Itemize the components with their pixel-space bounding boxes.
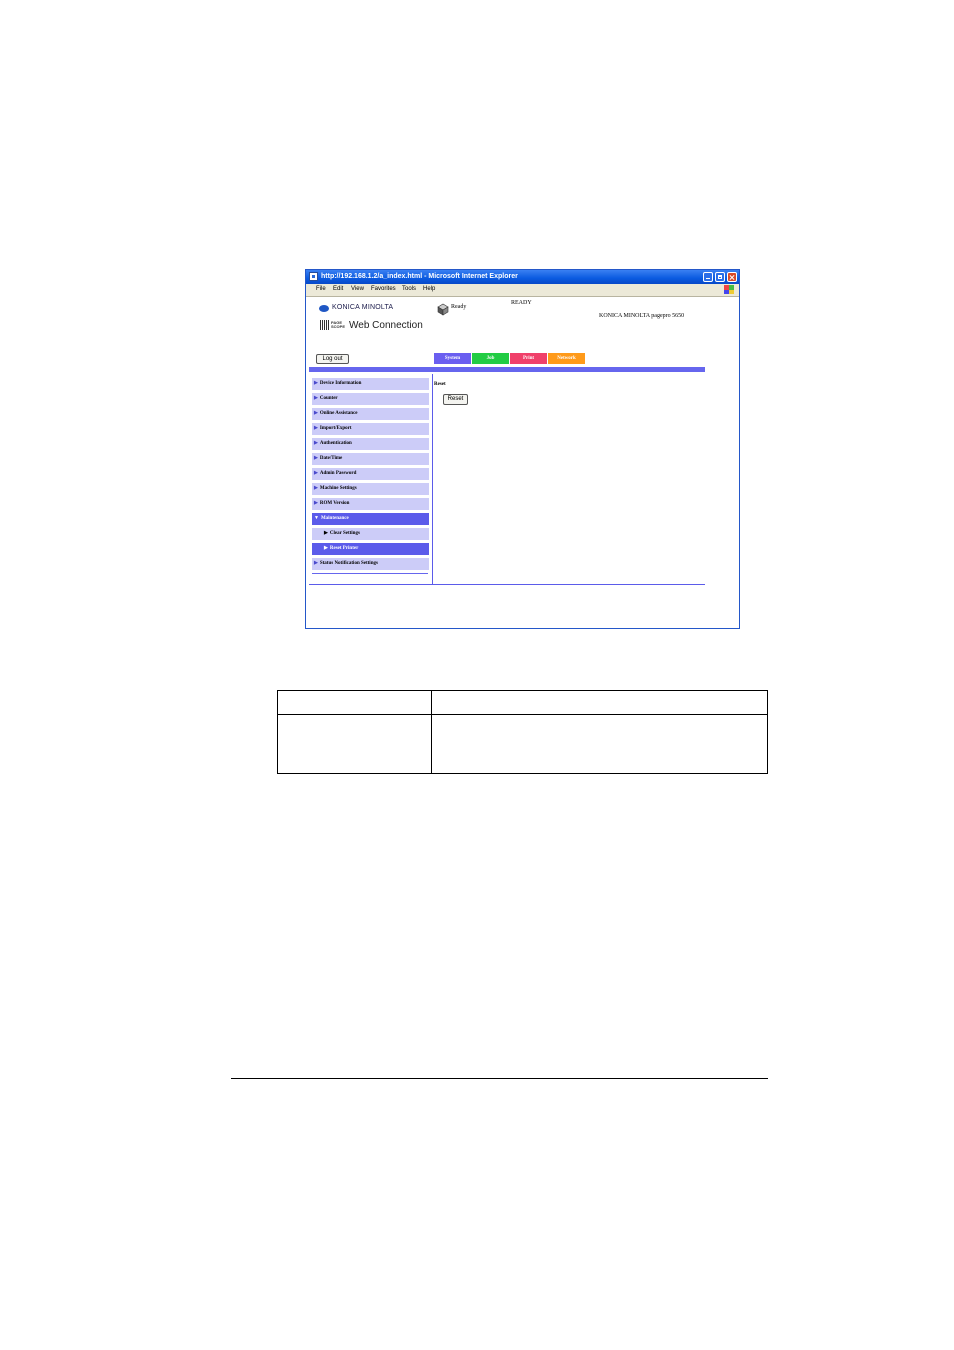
tab-network[interactable]: Network <box>548 353 585 364</box>
table-column-divider <box>431 691 432 773</box>
arrow-right-icon: ▶ <box>314 561 318 566</box>
arrow-right-icon: ▶ <box>314 396 318 401</box>
menu-edit[interactable]: Edit <box>333 286 344 292</box>
sidebar-item-label: Reset Printer <box>329 546 359 551</box>
arrow-right-icon: ▶ <box>324 546 328 551</box>
windows-flag-icon <box>724 285 734 294</box>
arrow-right-icon: ▶ <box>314 501 318 506</box>
sidebar-item-authentication[interactable] <box>312 438 429 450</box>
sidebar-item-label: Machine Settings <box>319 486 357 491</box>
close-icon[interactable] <box>727 272 737 282</box>
arrow-right-icon: ▶ <box>314 456 318 461</box>
tab-job[interactable]: Job <box>472 353 509 364</box>
sidebar-item-label: Counter <box>319 396 338 401</box>
sidebar-item-label: Date/Time <box>319 456 343 461</box>
sidebar-item-label: Import/Export <box>319 426 352 431</box>
sidebar-item-label: Device Information <box>319 381 362 386</box>
sidebar-item-reset-printer[interactable] <box>312 543 429 555</box>
sidebar-item-clear-settings[interactable] <box>312 528 429 540</box>
brand-name: KONICA MINOLTA <box>332 304 394 311</box>
sidebar-item-status-notification-settings[interactable] <box>312 558 429 570</box>
arrow-down-icon: ▼ <box>314 516 319 521</box>
sidebar-item-import-export[interactable] <box>312 423 429 435</box>
sidebar-item-label: Status Notification Settings <box>319 561 378 566</box>
sidebar-item-label: Admin Password <box>319 471 357 476</box>
title-bar <box>306 270 739 284</box>
status-text: Ready <box>451 304 467 310</box>
sidebar-item-label: ROM Version <box>319 501 350 506</box>
window-title: http://192.168.1.2/a_index.html - Microsoft Internet Explorer <box>321 273 518 280</box>
sidebar-item-admin-password[interactable] <box>312 468 429 480</box>
ie-page-icon <box>309 272 318 281</box>
pagescope-label: PAGE SCOPE <box>331 320 346 329</box>
printer-model: KONICA MINOLTA pagepro 5650 <box>599 313 685 319</box>
tab-system[interactable]: System <box>434 353 471 364</box>
sidebar-item-maintenance[interactable] <box>312 513 429 525</box>
page-footer-rule <box>231 1078 768 1079</box>
arrow-right-icon: ▶ <box>324 531 328 536</box>
sidebar-item-label: Clear Settings <box>329 531 360 536</box>
reset-button[interactable]: Reset <box>443 394 468 405</box>
menu-view[interactable]: View <box>351 286 364 292</box>
sidebar-item-online-assistance[interactable] <box>312 408 429 420</box>
sidebar-item-date-time[interactable] <box>312 453 429 465</box>
menu-tools[interactable]: Tools <box>402 286 417 292</box>
minimize-icon[interactable] <box>703 272 713 282</box>
pagescope-logo-icon <box>320 320 329 330</box>
sidebar-item-rom-version[interactable] <box>312 498 429 510</box>
menu-help[interactable]: Help <box>423 286 436 292</box>
product-name: Web Connection <box>349 320 423 331</box>
sidebar-item-label: Authentication <box>319 441 352 446</box>
document-table <box>277 690 768 774</box>
konica-minolta-logo-icon <box>319 305 329 312</box>
logout-button[interactable]: Log out <box>316 354 349 364</box>
header-divider <box>309 367 705 372</box>
menu-bar <box>306 284 739 297</box>
maximize-icon[interactable] <box>715 272 725 282</box>
arrow-right-icon: ▶ <box>314 381 318 386</box>
footer-divider <box>309 584 705 585</box>
sidebar-item-label: Maintenance <box>320 516 349 521</box>
sidebar-item-label: Online Assistance <box>319 411 358 416</box>
arrow-right-icon: ▶ <box>314 486 318 491</box>
sidebar-divider <box>312 573 428 574</box>
table-row-divider <box>278 714 767 715</box>
sidebar-item-counter[interactable] <box>312 393 429 405</box>
browser-window <box>305 269 740 629</box>
sidebar-item-machine-settings[interactable] <box>312 483 429 495</box>
sidebar-nav <box>312 378 429 574</box>
status-text-caps: READY <box>511 300 532 306</box>
menu-file[interactable]: File <box>316 286 326 292</box>
tab-print[interactable]: Print <box>510 353 547 364</box>
menu-favorites[interactable]: Favorites <box>371 286 396 292</box>
printer-icon <box>436 302 449 316</box>
sidebar-item-device-information[interactable] <box>312 378 429 390</box>
page-title: Reset <box>434 382 446 387</box>
arrow-right-icon: ▶ <box>314 441 318 446</box>
content-divider <box>432 374 433 584</box>
arrow-right-icon: ▶ <box>314 426 318 431</box>
arrow-right-icon: ▶ <box>314 411 318 416</box>
arrow-right-icon: ▶ <box>314 471 318 476</box>
